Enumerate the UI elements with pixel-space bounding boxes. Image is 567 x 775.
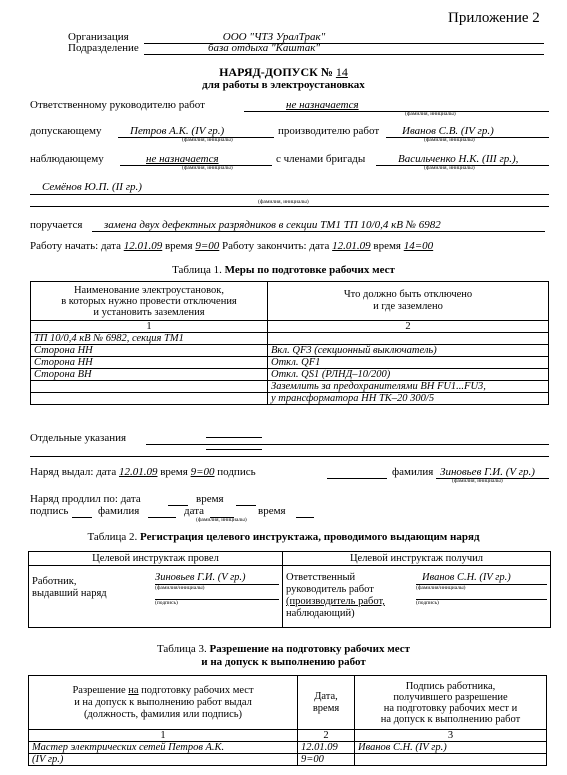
issued-name-value: Зиновьев Г.И. (V гр.): [440, 466, 535, 478]
table1-head1: Наименование электроустановок, в которых нужно провести отключения и установить заземления: [31, 282, 268, 321]
special-dash2: [206, 449, 262, 450]
table2-giver-cap-name: (фамилия/инициалы): [155, 585, 205, 591]
admitter-value: Петров А.К. (IV гр.): [130, 125, 225, 137]
table2-receiver-name: Иванов С.Н. (IV гр.): [416, 572, 547, 585]
table-row: Сторона ВН Откл. QS1 (РЛНД–10/200): [31, 369, 549, 381]
table2-head-left: Целевой инструктаж провел: [29, 552, 283, 566]
start-date-label: Работу начать: дата: [30, 240, 121, 252]
table2-caption: Таблица 2. Регистрация целевого инструктажа, проводимого выдающим наряд: [87, 531, 480, 543]
division-line: [144, 54, 544, 55]
brigade2-caption: (фамилия, инициалы): [258, 199, 309, 205]
end-date-label: Работу закончить: дата: [222, 240, 330, 252]
producer-label: производителю работ: [278, 125, 380, 137]
table-row: Сторона НН Вкл. QF3 (секционный выключатель): [31, 345, 549, 357]
table-row: у трансформатора НН ТК–20 300/5: [31, 393, 549, 405]
end-time-value: 14=00: [403, 240, 434, 252]
table3-num3: 3: [355, 730, 547, 742]
table1: [30, 281, 549, 405]
appendix-label: Приложение 2: [448, 10, 540, 26]
table3-num2: 2: [298, 730, 355, 742]
table1-num2: 2: [268, 321, 549, 333]
table-row: Заземлить за предохранителями ВН FU1...FU3,: [31, 381, 549, 393]
table3-head2: Дата, время: [298, 676, 355, 730]
special-dash1: [206, 437, 262, 438]
table2-receiver-label: Ответственный руководитель работ (производитель работ, наблюдающий): [283, 566, 414, 628]
extended-name-label: фамилия: [98, 505, 140, 517]
end-date-value: 12.01.09: [332, 240, 371, 252]
table2-giver-cap-sign: (подпись): [155, 600, 178, 606]
table3-head1: Разрешение на подготовку рабочих мест и на допуск к выполнению работ выдал (должность, фамилия или подпись): [29, 676, 298, 730]
brigade2-line: [30, 194, 549, 195]
start-time-value: 9=00: [195, 240, 220, 252]
responsible-label: Ответственному руководителю работ: [30, 99, 205, 111]
extended-time2-line: [296, 517, 314, 518]
producer-value: Иванов С.В. (IV гр.): [402, 125, 494, 137]
producer-caption: (фамилия, инициалы): [424, 137, 475, 143]
special-label: Отдельные указания: [30, 432, 127, 444]
issued-date-value: 12.01.09: [118, 466, 158, 478]
table3-caption-line2: и на допуск к выполнению работ: [201, 656, 366, 668]
special-line1: [146, 444, 549, 445]
task-value: замена двух дефектных разрядников в секции ТМ1 ТП 10/0,4 кВ № 6982: [104, 219, 441, 231]
issued-caption: (фамилия, инициалы): [452, 478, 503, 484]
brigade-value: Васильченко Н.К. (III гр.),: [398, 153, 519, 165]
extended-time2-label: время: [258, 505, 286, 517]
issued-sign-line: [327, 478, 387, 479]
task-label: поручается: [30, 219, 83, 231]
table3-num1: 1: [29, 730, 298, 742]
order-title: НАРЯД-ДОПУСК № 14: [219, 65, 348, 79]
issued-name-label: фамилия: [392, 466, 434, 478]
end-time-label: время: [373, 240, 401, 252]
observer-caption: (фамилия, инициалы): [182, 165, 233, 171]
extended-label: Наряд продлил по: дата: [30, 493, 141, 505]
issued-time-value: 9=00: [190, 466, 215, 478]
task-line: [92, 231, 545, 232]
extended-date2-label: дата: [184, 505, 205, 517]
table3-head3: Подпись работника, получившего разрешение на подготовку рабочих мест и на допуск к выполнению работ: [355, 676, 547, 730]
observer-label: наблюдающему: [30, 153, 104, 165]
extended-caption: (фамилия, инициалы): [196, 517, 247, 523]
table3: [28, 675, 547, 766]
brigade3-line: [30, 206, 549, 207]
table2-giver-name: Зиновьев Г.И. (V гр.): [155, 572, 279, 585]
admitter-caption: (фамилия, инициалы): [182, 137, 233, 143]
table2-receiver-cap-sign: (подпись): [416, 600, 439, 606]
order-number: 14: [335, 65, 348, 79]
start-time-label: время: [164, 240, 193, 252]
order-subtitle: для работы в электроустановках: [202, 79, 365, 91]
table2-head-right: Целевой инструктаж получил: [283, 552, 551, 566]
table-row: Мастер электрических сетей Петров А.К. 12.01.09 Иванов С.Н. (IV гр.): [29, 742, 547, 754]
extended-time-label: время: [196, 493, 224, 505]
issued-sign-label: подпись: [217, 466, 256, 478]
special-line2: [30, 456, 549, 457]
responsible-caption: (фамилия, инициалы): [405, 111, 456, 117]
table-row: Сторона НН Откл. QF1: [31, 357, 549, 369]
brigade-label: с членами бригады: [276, 153, 366, 165]
table1-caption: Таблица 1. Меры по подготовке рабочих мест: [172, 264, 395, 276]
issued-time-label: время: [160, 466, 188, 478]
responsible-line: [244, 111, 549, 112]
table2-receiver-cell: [413, 566, 551, 628]
extended-name-line: [148, 517, 176, 518]
issued-date-label: Наряд выдал: дата: [30, 466, 117, 478]
table1-num1: 1: [31, 321, 268, 333]
extended-sign-label: подпись: [30, 505, 69, 517]
org-label: Организация: [68, 31, 129, 43]
table2: [28, 551, 551, 628]
table-row: ТП 10/0,4 кВ № 6982, секция ТМ1: [31, 333, 549, 345]
extended-time-line: [236, 505, 256, 506]
schedule-row: [30, 240, 433, 252]
table2-receiver-cap-name: (фамилия/инициалы): [416, 585, 466, 591]
admitter-label: допускающему: [30, 125, 102, 137]
observer-value: не назначается: [146, 153, 219, 165]
responsible-value: не назначается: [286, 99, 359, 111]
division-label: Подразделение: [68, 42, 139, 54]
table3-caption: Таблица 3. Разрешение на подготовку рабочих мест: [156, 643, 411, 655]
brigade-caption: (фамилия, инициалы): [424, 165, 475, 171]
table2-giver-label: Работник, выдавший наряд: [29, 566, 153, 628]
start-date-value: 12.01.09: [123, 240, 163, 252]
table1-head2: Что должно быть отключено и где заземлено: [268, 282, 549, 321]
extended-sign-line: [72, 517, 92, 518]
division-value: база отдыха "Каштак": [207, 42, 321, 54]
table-row: (IV гр.) 9=00: [29, 754, 547, 766]
brigade2-value: Семёнов Ю.П. (II гр.): [42, 181, 142, 193]
table2-giver-cell: [152, 566, 283, 628]
org-value: ООО "ЧТЗ УралТрак": [222, 31, 326, 43]
issued-row: [30, 466, 256, 478]
